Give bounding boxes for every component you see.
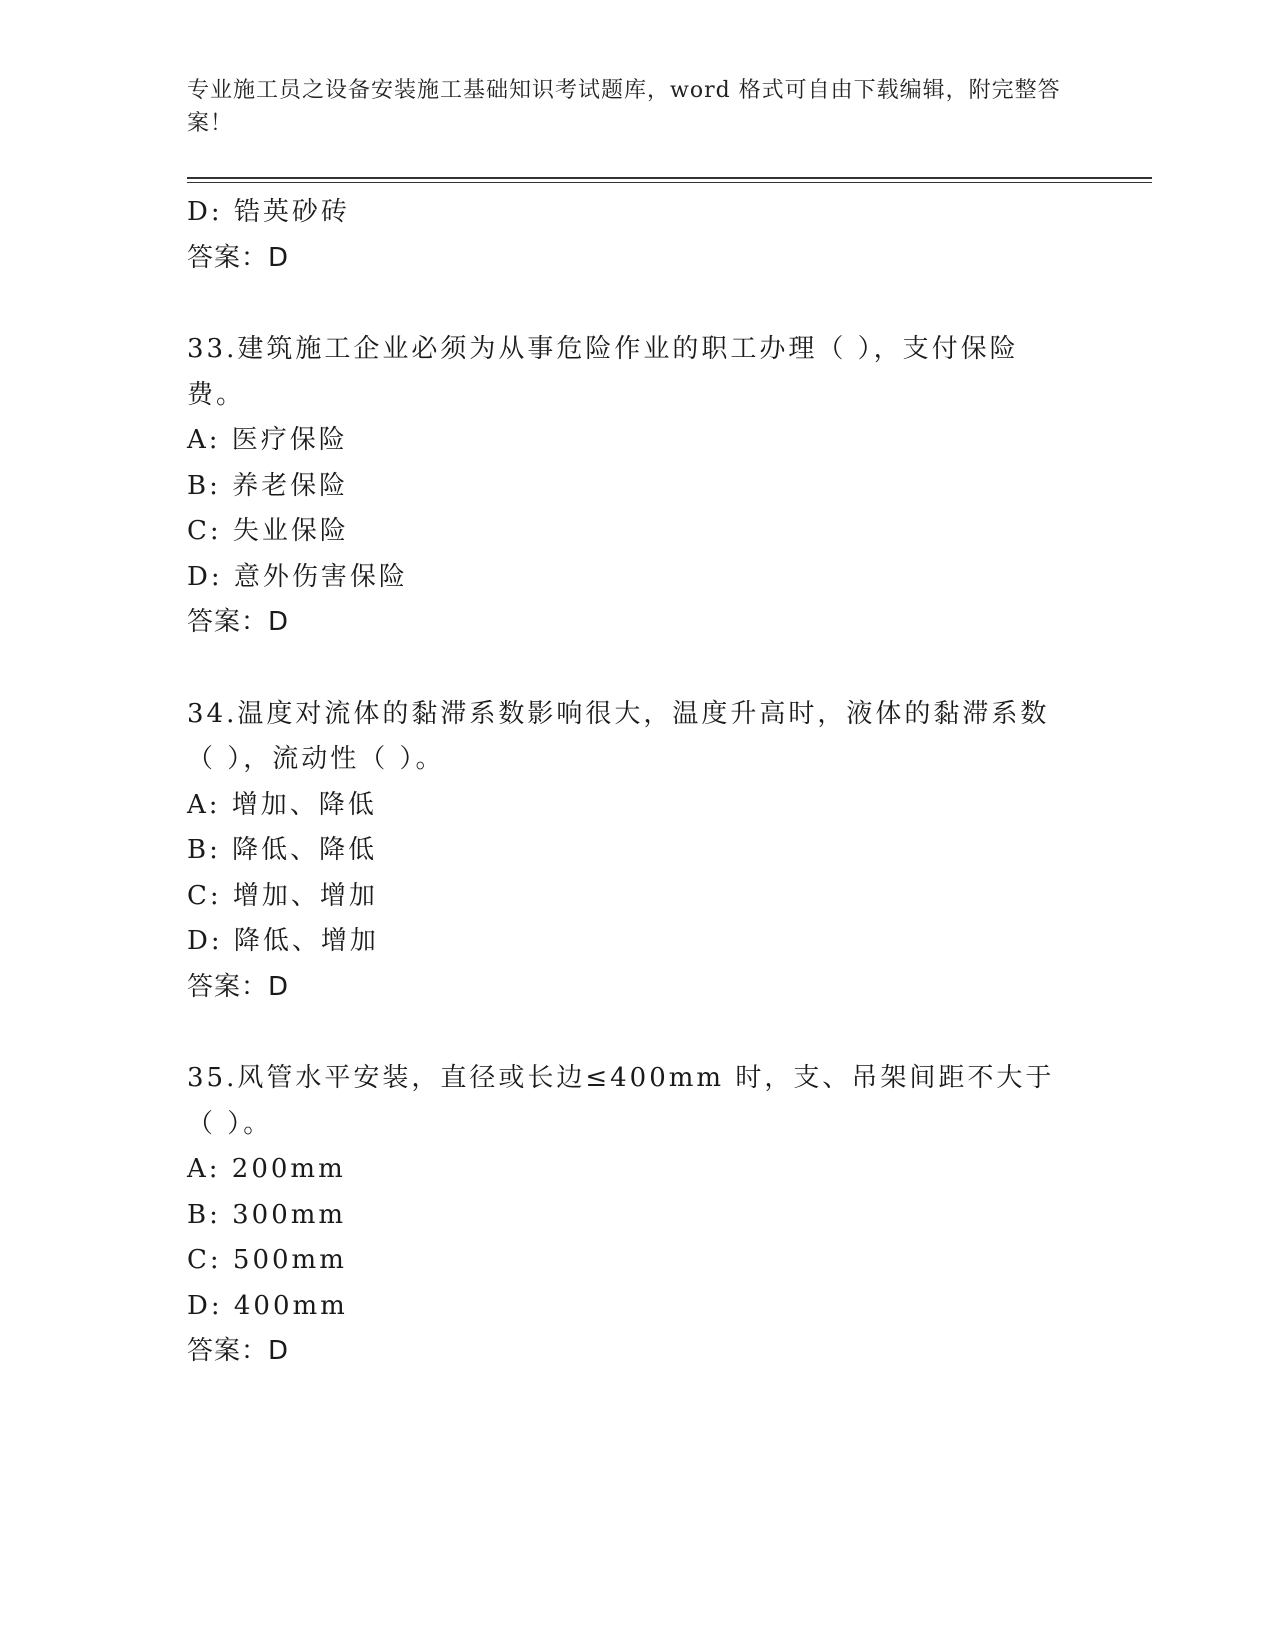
question-34 xyxy=(187,692,1087,1011)
answer-line: 答案：D xyxy=(187,971,290,1002)
option-d: D: 400mm xyxy=(187,1290,348,1321)
option-c: C: 增加、增加 xyxy=(187,880,378,911)
question-35 xyxy=(187,1056,1087,1375)
option-d: D: 意外伤害保险 xyxy=(187,561,408,592)
answer-line: 答案：D xyxy=(187,1336,290,1366)
option-a: A: 增加、降低 xyxy=(187,789,377,820)
question-stem: 35.风管水平安装，直径或长边≤400mm 时，支、吊架间距不大于（ ）。 xyxy=(187,1063,1055,1139)
page-header-title: 专业施工员之设备安装施工基础知识考试题库，word 格式可自由下载编辑，附完整答案！ xyxy=(187,78,1061,136)
spacer xyxy=(187,281,1087,327)
option-d: D: 降低、增加 xyxy=(187,926,379,956)
option-b: B: 养老保险 xyxy=(187,470,349,501)
option-b: B: 300mm xyxy=(187,1199,347,1230)
option-c: C: 失业保险 xyxy=(187,516,349,546)
header-divider-thick xyxy=(187,177,1152,179)
answer-line: 答案：D xyxy=(187,242,290,273)
header-divider-thin xyxy=(187,182,1152,183)
option-b: B: 降低、降低 xyxy=(187,835,378,865)
option-a: A: 医疗保险 xyxy=(187,425,348,455)
question-33 xyxy=(187,327,1087,646)
question-stem: 33.建筑施工企业必须为从事危险作业的职工办理（ ），支付保险费。 xyxy=(187,334,1019,410)
previous-question-tail xyxy=(187,190,1087,281)
option-d: D: 锆英砂砖 xyxy=(187,197,350,227)
option-a: A: 200mm xyxy=(187,1154,346,1184)
spacer xyxy=(187,1010,1087,1056)
question-stem: 34.温度对流体的黏滞系数影响很大，温度升高时，液体的黏滞系数（ ），流动性（ ）。 xyxy=(187,698,1050,774)
question-content xyxy=(187,190,1087,1375)
option-c: C: 500mm xyxy=(187,1245,347,1275)
answer-line: 答案：D xyxy=(187,607,290,637)
spacer xyxy=(187,646,1087,692)
